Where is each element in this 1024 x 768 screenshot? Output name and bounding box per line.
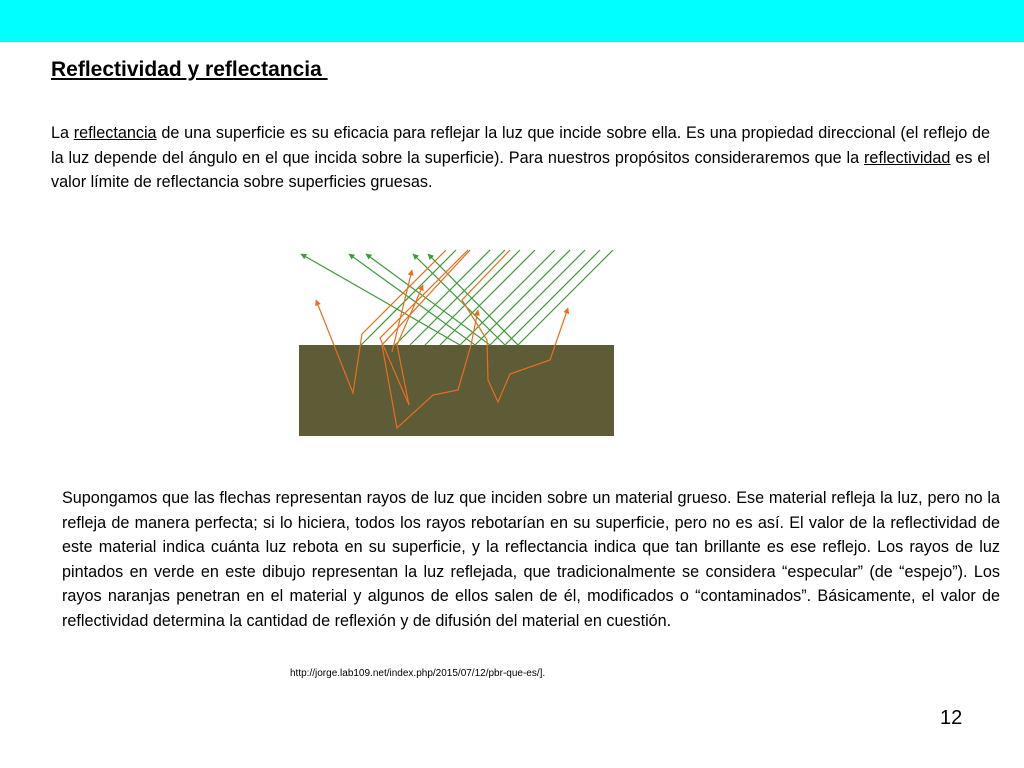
slide-title: Reflectividad y reflectancia: [51, 58, 328, 81]
intro-text-3: es el valor límite de reflectancia sobre superficies gruesas.: [51, 148, 990, 191]
intro-text-2: de una superficie es su eficacia para reflejar la luz que incide sobre ella. Es una propiedad direccional (el reflejo de la luz depende del ángulo en el que incida sobre la superficie). Para nuestros propósitos consideraremos que la: [51, 124, 990, 167]
green-ray-1: [301, 250, 555, 345]
explanation-paragraph: Supongamos que las flechas representan rayos de luz que inciden sobre un material grueso. Ese material refleja la luz, pero no la refleja de manera perfecta; si lo hiciera, todos los rayos rebotarían en su superficie, pero no es así. El valor de la reflectividad de este material indica cuánta luz rebota en su superficie, y la reflectancia indica que tan brillante es ese reflejo. Los rayos de luz pintados en verde en este dibujo representan la luz reflejada, que tradicionalmente se considera “especular” (de “espejo”). Los rayos naranjas penetran en el material y algunos de ellos salen de él, modificados o “contaminados”. Básicamente, el valor de reflectividad determina la cantidad de reflexión y de difusión del material en cuestión.: [62, 489, 1000, 630]
intro-text-1: La: [51, 124, 74, 142]
source-url: http://jorge.lab109.net/index.php/2015/07/12/pbr-que-es/].: [290, 668, 546, 679]
page-number: 12: [940, 707, 963, 729]
term-reflectividad: reflectividad: [864, 148, 951, 167]
term-reflectancia: reflectancia: [73, 124, 157, 142]
green-ray-7: [425, 250, 520, 345]
